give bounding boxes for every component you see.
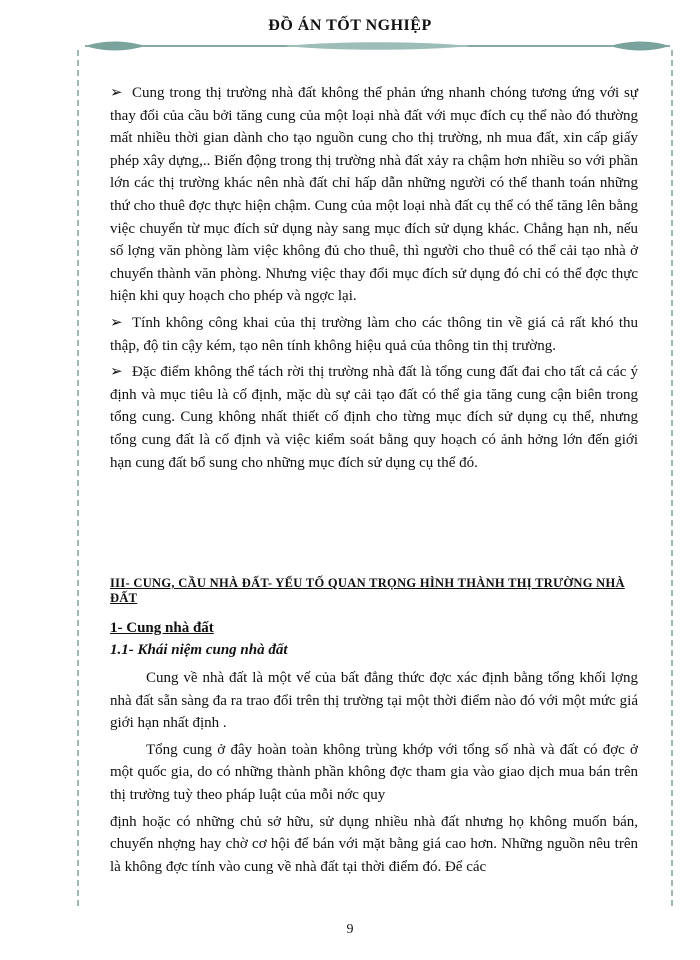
bullet-item [110,312,638,357]
right-border-ornament [662,50,682,910]
bullet-text: Đặc điểm không thể tách rời thị trường nhà đất là tổng cung đất đai cho tất cả các ý định và mục tiêu là cố định, mặc dù sự cải tạo đất có thể gia tăng cung cận biên trong tổng cung. Cung không nhất thiết cố định cho từng mục đích sử dụng cụ thể, nhưng tổng cung đất là cố định và việc kiểm soát bằng quy hoạch có ảnh hởng lớn đến giới hạn cung đất bổ sung cho những mục đích sử dụng cụ thể đó. [110,364,638,471]
arrow-bullet-icon: ➢ [110,364,123,381]
arrow-bullet-icon: ➢ [110,314,123,331]
bullet-list [110,82,638,474]
page-header-title: ĐỒ ÁN TỐT NGHIỆP [268,17,432,34]
bullet-text: Tính không công khai của thị trường làm cho các thông tin về giá cả rất khó thu thập, độ tin cậy kém, tạo nên tính không hiệu quả của thông tin thị trường. [110,314,638,354]
header-ornament-rule [85,39,670,53]
arrow-bullet-icon: ➢ [110,85,123,101]
body-paragraph: Cung về nhà đất là một vế của bất đẳng thức đợc xác định bằng tổng khối lợng nhà đất sẵn sàng đa ra trao đổi trên thị trường tại một thời điểm nào đó với một mức giá giới hạn nhất định . [110,670,638,732]
page-number: 9 [346,922,354,937]
section-heading: III- CUNG, CẦU NHÀ ĐẤT- YẾU TỐ QUAN TRỌNG HÌNH THÀNH THỊ TRƯỜNG NHÀ ĐẤT [110,576,625,605]
section-body [110,667,638,878]
bullet-item [110,361,638,474]
left-border-ornament [68,50,88,910]
bullet-text: Cung trong thị trường nhà đất không thể phản ứng nhanh chóng tương ứng với sự thay đổi của cầu bởi tăng cung của một loại nhà đất với mục đích cụ thể nào đó thường mất nhiều thời gian dành cho tạo nguồn cung cho thị trường, nh mua đất, xin cấp giấy phép xây dựng,.. Biến động trong thị trường nhà đất xảy ra chậm hơn nhiều so với phần lớn các thị trường khác nên nhà đất chỉ hấp dẫn những người có thể thanh toán những thứ cho thuê đợc thực hiện chậm. Cung của một loại nhà đất cụ thể có thể tăng lên bằng việc chuyển từ mục đích sử dụng này sang mục đích sử dụng khác. Chẳng hạn nh, nếu số lợng văn phòng làm việc không đủ cho thuê, thì người cho thuê có thể cải tạo nhà ở chuyển thành văn phòng. Nhưng việc thay đổi mục đích sử dụng đó chỉ có thể đợc thực hiện khi quy hoạch cho phép và ngợc lại. [110,85,638,305]
body-paragraph: định hoặc có những chủ sở hữu, sử dụng nhiều nhà đất nhưng họ không muốn bán, chuyển nhợng hay chờ cơ hội để bán với mặt bằng giá cao hơn. Những nguồn nêu trên là không đợc tính vào cung về nhà đất tại thời điểm đó. Để các [110,813,638,875]
subsubsection-heading: 1.1- Khái niệm cung nhà đất [110,642,288,658]
body-paragraph: Tổng cung ở đây hoàn toàn không trùng khớp với tổng số nhà và đất có đợc ở một quốc gia, do có những thành phần không đợc tham gia vào giao dịch mua bán trên thị trường tuỳ theo pháp luật của mỗi nớc quy [110,741,638,803]
subsection-heading: 1- Cung nhà đất [110,620,214,636]
bullet-item [110,82,638,308]
